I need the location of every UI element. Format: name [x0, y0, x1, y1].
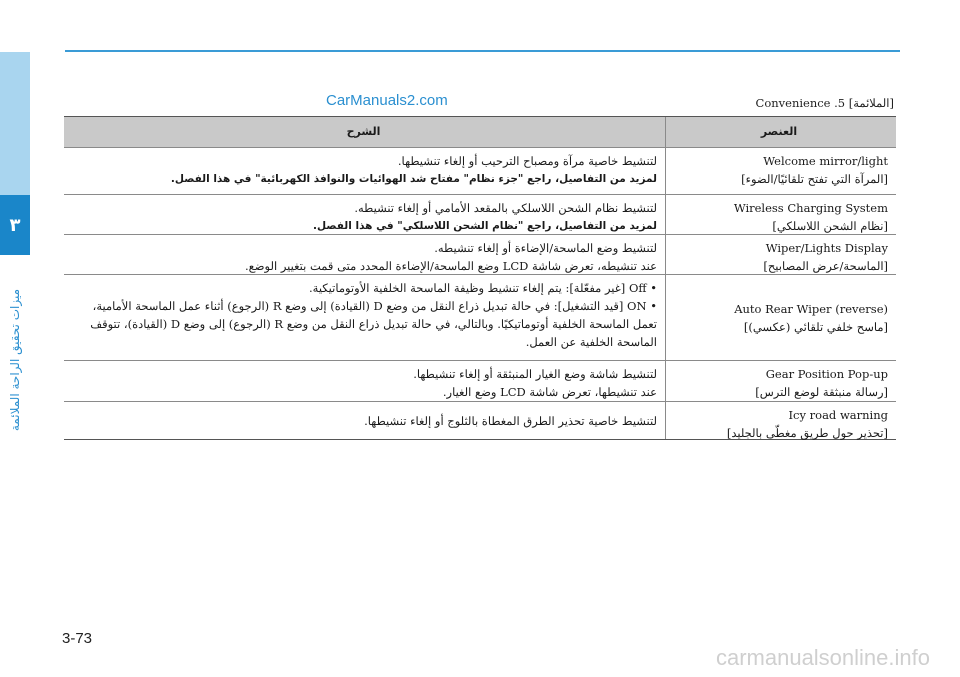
- table-row: [64, 360, 896, 401]
- row-item: [666, 361, 896, 401]
- row-item: [666, 275, 896, 360]
- table-row: [64, 401, 896, 439]
- footer-watermark: carmanualsonline.info: [715, 645, 930, 670]
- item-arabic: [نظام الشحن اللاسلكي]: [772, 219, 888, 233]
- desc-line: عند تنشيطها، تعرض شاشة LCD وضع الغيار.: [442, 385, 657, 399]
- item-arabic: [رسالة منبثقة لوضع الترس]: [755, 385, 888, 399]
- desc-note: لمزيد من التفاصيل، راجع "جزء نظام" مفتاح شد الهوائيات والنوافذ الكهربائية" في هذا الفصل.: [170, 173, 657, 185]
- desc-line: لتنشيط خاصية مرآة ومصباح الترحيب أو إلغاء تنشيطها.: [397, 154, 657, 168]
- row-item: [666, 235, 896, 274]
- chapter-title-vertical: [2, 265, 28, 455]
- desc-line: لتنشيط خاصية تحذير الطرق المغطاة بالثلوج أو إلغاء تنشيطها.: [364, 413, 657, 428]
- item-arabic: [ماسح خلفي تلقائي (عكسي)]: [743, 319, 888, 334]
- desc-line: لتنشيط نظام الشحن اللاسلكي بالمقعد الأمامي أو إلغاء تنشيطه.: [354, 201, 657, 215]
- row-description: [64, 235, 666, 274]
- table-row: [64, 194, 896, 234]
- page-number: 3-73: [62, 630, 93, 647]
- desc-line: عند تنشيطه، تعرض شاشة LCD وضع الماسحة/الإضاءة المحدد متى قمت بتغيير الوضع.: [245, 259, 657, 273]
- header-rule: [65, 50, 900, 52]
- item-arabic: [الماسحة/عرض المصابيح]: [763, 259, 888, 273]
- chapter-tab: [0, 195, 30, 255]
- item-english: Icy road warning: [788, 408, 888, 422]
- side-strip-bar: [0, 52, 30, 197]
- item-english: Gear Position Pop-up: [765, 367, 888, 381]
- watermark-link[interactable]: CarManuals2.com: [326, 92, 448, 109]
- item-arabic: [المرآة التي تفتح تلقائيًا/الضوء]: [741, 172, 888, 186]
- table-header-row: [64, 117, 896, 147]
- settings-table: [64, 116, 896, 440]
- table-row: [64, 274, 896, 360]
- section-title: Convenience .5 [الملائمة]: [755, 96, 894, 110]
- item-english: Welcome mirror/light: [763, 154, 888, 168]
- desc-line: • ON [قيد التشغيل]: في حالة تبديل ذراع النقل من وضع D (القيادة) إلى وضع R (الرجوع) أثناء عمل الماسحة الأمامية، تعمل الماسحة الخلفية أوتوماتيكيًا. وبالتالي، في حالة تبديل ذراع النقل من وضع R (الرجوع) إلى وضع D (القيادة)، تتوقف الماسحة الخلفية عن العمل.: [90, 299, 657, 349]
- item-arabic: [تحذير حول طريق مغطّى بالجليد]: [726, 426, 888, 440]
- desc-note: لمزيد من التفاصيل، راجع "نظام الشحن اللاسلكي" في هذا الفصل.: [313, 220, 657, 232]
- row-description: [64, 275, 666, 360]
- table-row: [64, 234, 896, 274]
- row-description: [64, 148, 666, 194]
- desc-line: لتنشيط وضع الماسحة/الإضاءة أو إلغاء تنشيطه.: [434, 241, 657, 255]
- header-description: الشرح: [64, 117, 666, 147]
- desc-line: لتنشيط شاشة وضع الغيار المنبثقة أو إلغاء تنشيطها.: [413, 367, 657, 381]
- row-item: [666, 148, 896, 194]
- table-row: [64, 147, 896, 194]
- chapter-title-text: ميزات تحقيق الراحة الملائمة: [8, 288, 22, 432]
- desc-line: • Off [غير مفعّلة]: يتم إلغاء تنشيط وظيفة الماسحة الخلفية الأوتوماتيكية.: [309, 281, 657, 295]
- row-description: [64, 402, 666, 439]
- chapter-number: ٣: [9, 214, 21, 236]
- item-english: Auto Rear Wiper (reverse): [734, 301, 888, 316]
- header-item: العنصر: [760, 125, 798, 138]
- item-english: Wireless Charging System: [733, 201, 888, 215]
- row-item: [666, 195, 896, 234]
- row-description: [64, 195, 666, 234]
- item-english: Wiper/Lights Display: [765, 241, 888, 255]
- row-item: [666, 402, 896, 439]
- row-description: [64, 361, 666, 401]
